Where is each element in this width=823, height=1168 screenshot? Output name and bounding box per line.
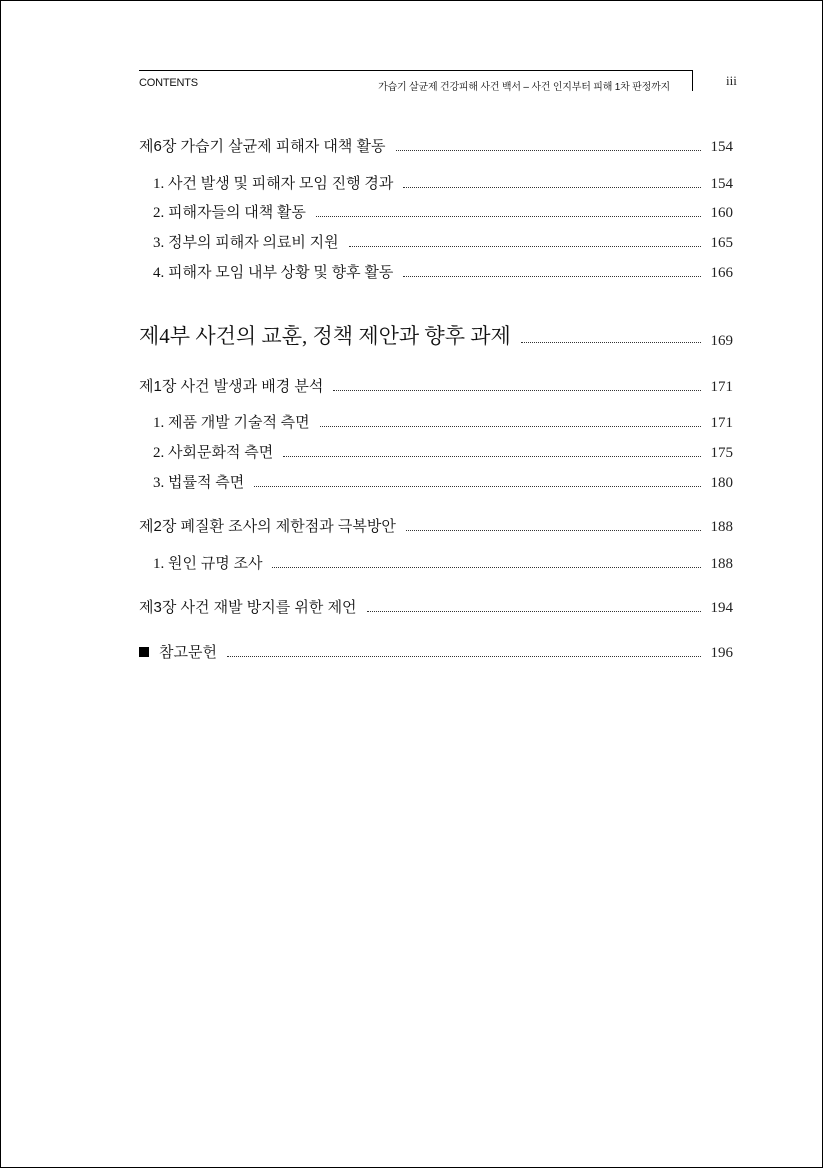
toc-page-number: 196 xyxy=(710,645,733,661)
toc-chapter[interactable] xyxy=(139,515,733,536)
dot-leader xyxy=(406,530,701,531)
dot-leader xyxy=(403,187,700,188)
toc-page-number: 188 xyxy=(710,519,733,535)
toc-item[interactable] xyxy=(153,552,733,573)
toc-item[interactable] xyxy=(153,172,733,193)
toc-chapter[interactable] xyxy=(139,375,733,396)
toc-page-number: 160 xyxy=(710,205,733,221)
toc-page-number: 175 xyxy=(710,445,733,461)
toc-page-number: 154 xyxy=(710,139,733,155)
toc-entry-title: 3. 법률적 측면 xyxy=(153,475,245,491)
dot-leader xyxy=(349,246,701,247)
toc-page-number: 169 xyxy=(710,333,733,349)
dot-leader xyxy=(227,656,701,657)
book-title: 가습기 살균제 건강피해 사건 백서 – 사건 인지부터 피해 1차 판정까지 xyxy=(378,82,670,93)
toc-entry-title: 제6장 가습기 살균제 피해자 대책 활동 xyxy=(139,138,386,155)
toc-page-number: 180 xyxy=(710,475,733,491)
toc-entry-title: 제2장 폐질환 조사의 제한점과 극복방안 xyxy=(139,518,396,535)
toc-entry-title: 제4부 사건의 교훈, 정책 제안과 향후 과제 xyxy=(139,324,511,348)
toc-entry-title: 1. 원인 규명 조사 xyxy=(153,556,263,572)
toc-item[interactable] xyxy=(153,201,733,222)
toc-item[interactable] xyxy=(153,261,733,282)
toc-entry xyxy=(139,641,217,662)
dot-leader xyxy=(316,216,701,217)
toc-page-number: 194 xyxy=(710,600,733,616)
toc-entry-title: 4. 피해자 모임 내부 상황 및 향후 활동 xyxy=(153,265,394,281)
toc-item[interactable] xyxy=(153,441,733,462)
toc-page-number: 171 xyxy=(710,415,733,431)
toc-item[interactable] xyxy=(153,231,733,252)
toc-entry-title: 2. 사회문화적 측면 xyxy=(153,445,274,461)
toc-page-number: 171 xyxy=(710,379,733,395)
dot-leader xyxy=(333,390,700,391)
running-header xyxy=(139,70,693,91)
toc-entry-title: 제3장 사건 재발 방지를 위한 제언 xyxy=(139,599,357,616)
toc-item[interactable] xyxy=(153,471,733,492)
contents-label: CONTENTS xyxy=(139,77,198,89)
toc-entry-title: 2. 피해자들의 대책 활동 xyxy=(153,205,306,221)
toc-entry-title: 1. 제품 개발 기술적 측면 xyxy=(153,415,310,431)
toc-item[interactable] xyxy=(153,411,733,432)
toc-page-number: 188 xyxy=(710,556,733,572)
dot-leader xyxy=(367,611,701,612)
toc-entry-title: 1. 사건 발생 및 피해자 모임 진행 경과 xyxy=(153,176,394,192)
toc-entry-title: 3. 정부의 피해자 의료비 지원 xyxy=(153,235,339,251)
page-number: iii xyxy=(726,73,737,88)
dot-leader xyxy=(283,456,700,457)
dot-leader xyxy=(396,150,701,151)
toc-chapter[interactable] xyxy=(139,596,733,617)
toc-entry-title: 참고문헌 xyxy=(159,644,217,661)
toc-page-number: 154 xyxy=(710,176,733,192)
dot-leader xyxy=(272,567,700,568)
toc-chapter[interactable] xyxy=(139,135,733,156)
dot-leader xyxy=(254,486,700,487)
dot-leader xyxy=(521,342,701,343)
toc-page-number: 166 xyxy=(710,265,733,281)
toc-part[interactable] xyxy=(139,320,733,350)
square-bullet-icon xyxy=(139,647,149,657)
dot-leader xyxy=(403,276,700,277)
dot-leader xyxy=(320,426,701,427)
toc-entry-title: 제1장 사건 발생과 배경 분석 xyxy=(139,378,324,395)
toc-page-number: 165 xyxy=(710,235,733,251)
toc-references[interactable] xyxy=(139,641,733,662)
